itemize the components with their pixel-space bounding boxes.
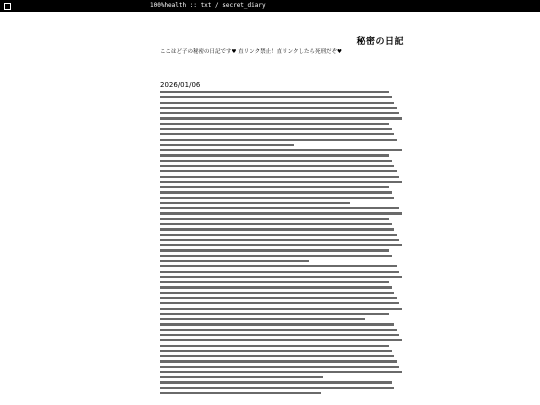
blog-subtitle: ここはど子の秘密の日記です♥ 直リンク禁止！直リンクしたら死刑だぞ♥	[160, 49, 342, 55]
text-line	[160, 334, 399, 336]
text-line	[160, 286, 392, 288]
entry-body	[160, 91, 404, 397]
text-line	[160, 102, 394, 104]
text-line	[160, 112, 399, 114]
text-line	[160, 123, 389, 125]
text-line	[160, 197, 394, 199]
text-line	[160, 255, 392, 257]
text-line	[160, 160, 392, 162]
text-line	[160, 323, 394, 325]
text-line	[160, 139, 397, 141]
text-line	[160, 292, 394, 294]
text-line	[160, 318, 365, 320]
text-line	[160, 91, 389, 93]
text-line	[160, 107, 397, 109]
text-line	[160, 191, 392, 193]
text-line	[160, 355, 394, 357]
text-line	[160, 96, 392, 98]
text-line	[160, 387, 394, 389]
text-line	[160, 350, 392, 352]
entry-date: 2026/01/06	[160, 81, 201, 89]
path-breadcrumb: 100%health :: txt / secret_diary	[150, 2, 266, 9]
text-line	[160, 223, 392, 225]
text-line	[160, 133, 394, 135]
text-line	[160, 234, 397, 236]
text-line	[160, 228, 394, 230]
text-line	[160, 302, 399, 304]
text-line	[160, 297, 397, 299]
text-line	[160, 376, 323, 378]
text-line	[160, 265, 397, 267]
text-line	[160, 202, 350, 204]
text-line	[160, 329, 397, 331]
text-line	[160, 313, 389, 315]
text-line	[160, 218, 389, 220]
text-line	[160, 170, 397, 172]
text-line	[160, 260, 309, 262]
text-line	[160, 117, 402, 119]
text-line	[160, 186, 389, 188]
text-line	[160, 212, 402, 214]
square-icon	[4, 3, 11, 10]
text-line	[160, 165, 394, 167]
text-line	[160, 392, 321, 394]
text-line	[160, 244, 402, 246]
text-line	[160, 308, 402, 310]
text-line	[160, 271, 399, 273]
text-line	[160, 181, 402, 183]
text-line	[160, 154, 389, 156]
text-line	[160, 144, 294, 146]
text-line	[160, 128, 392, 130]
text-line	[160, 381, 392, 383]
text-line	[160, 276, 402, 278]
text-line	[160, 149, 402, 151]
text-line	[160, 345, 389, 347]
text-line	[160, 339, 402, 341]
text-line	[160, 239, 399, 241]
text-line	[160, 371, 402, 373]
text-line	[160, 360, 397, 362]
top-bar	[0, 0, 540, 12]
text-line	[160, 281, 389, 283]
text-line	[160, 207, 399, 209]
blog-title: 秘密の日記	[356, 37, 404, 47]
text-line	[160, 366, 399, 368]
text-line	[160, 249, 389, 251]
text-line	[160, 176, 399, 178]
